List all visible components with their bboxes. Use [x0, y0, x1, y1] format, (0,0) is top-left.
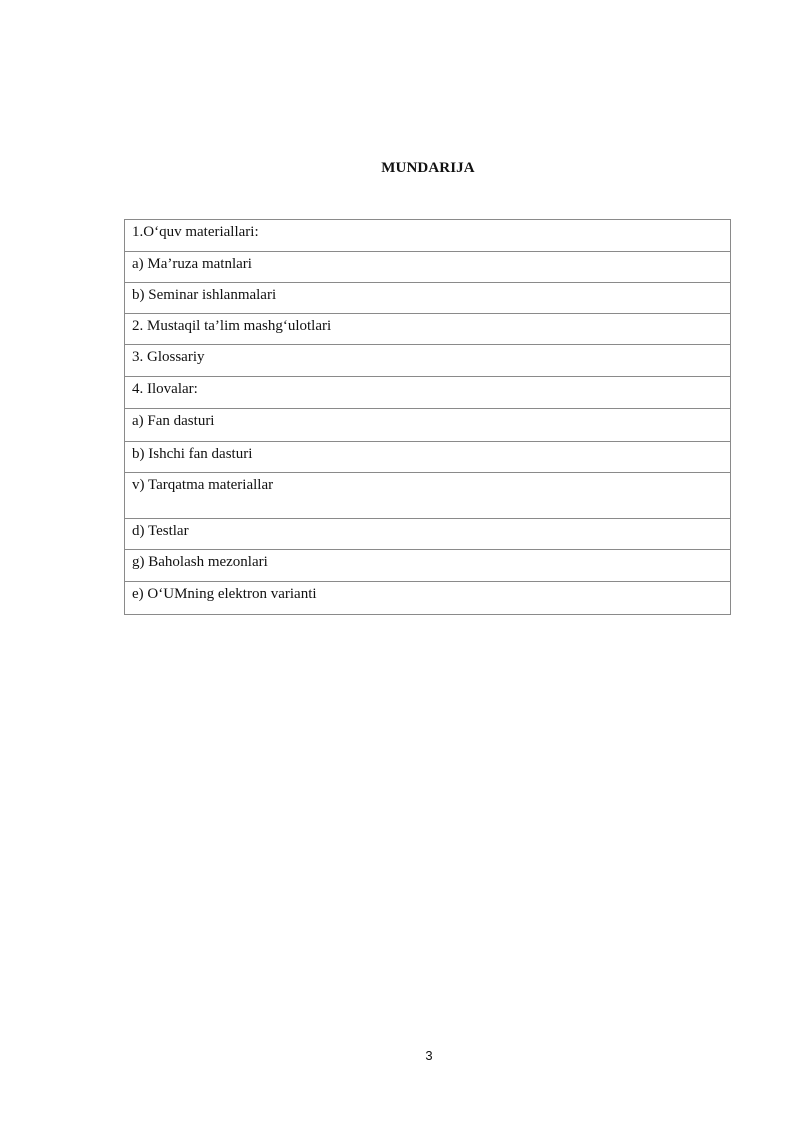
toc-item-tarqatma-materiallar: v) Tarqatma materiallar: [125, 472, 730, 518]
toc-item-ishchi-fan-dasturi: b) Ishchi fan dasturi: [125, 441, 730, 472]
page-title: MUNDARIJA: [381, 160, 475, 176]
toc-item-testlar: d) Testlar: [125, 518, 730, 549]
toc-item-glossariy: 3. Glossariy: [125, 344, 730, 376]
toc-item-ilovalar: 4. Ilovalar:: [125, 376, 730, 408]
table-of-contents: [124, 219, 731, 615]
page-number: 3: [425, 1048, 433, 1063]
toc-item-mustaqil-talim: 2. Mustaqil ta’lim mashg‘ulotlari: [125, 313, 730, 344]
toc-item-elektron-varianti: e) O‘UMning elektron varianti: [125, 581, 730, 614]
toc-item-baholash-mezonlari: g) Baholash mezonlari: [125, 549, 730, 581]
toc-item-maruza-matnlari: a) Ma’ruza matnlari: [125, 251, 730, 282]
toc-item-fan-dasturi: a) Fan dasturi: [125, 408, 730, 441]
toc-item-oquv-materiallari: 1.O‘quv materiallari:: [132, 224, 259, 240]
toc-item-seminar-ishlanmalari: b) Seminar ishlanmalari: [125, 282, 730, 313]
